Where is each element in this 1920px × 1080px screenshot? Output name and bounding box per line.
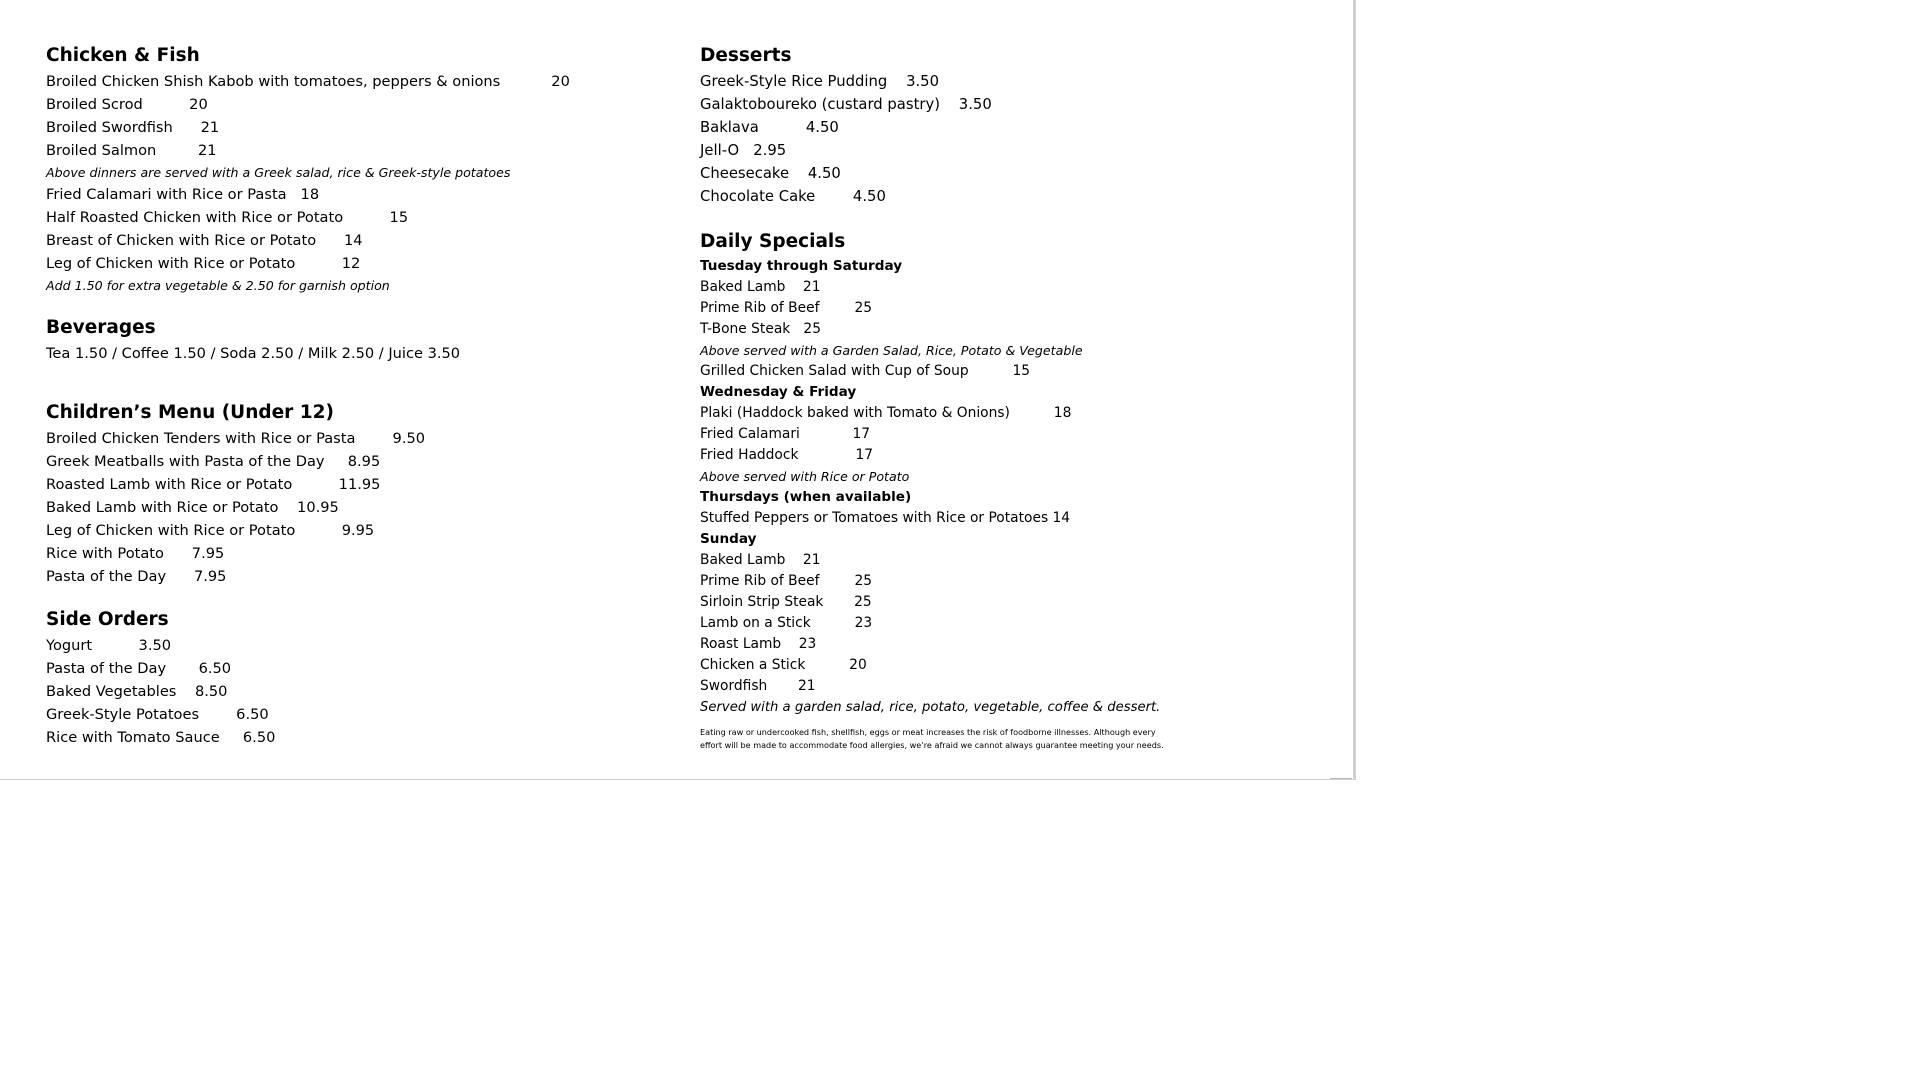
menu-note: Served with a garden salad, rice, potato, vegetable, coffee & dessert. xyxy=(700,700,1161,715)
menu-item: Pasta of the Day 6.50 xyxy=(46,660,232,677)
subheading-wednesday-friday: Wednesday & Friday xyxy=(700,384,857,400)
disclaimer-line: effort will be made to accommodate food allergies, we’re afraid we cannot always guarantee meeting your needs. xyxy=(700,740,1164,750)
menu-item: Greek-Style Potatoes 6.50 xyxy=(46,706,269,723)
section-heading-daily-specials: Daily Specials xyxy=(700,231,846,252)
disclaimer-line: Eating raw or undercooked fish, shellfish, eggs or meat increases the risk of foodborne illnesses. Although every xyxy=(700,727,1156,737)
menu-item: Cheesecake 4.50 xyxy=(700,165,841,182)
menu-item: Fried Calamari with Rice or Pasta 18 xyxy=(46,186,320,203)
menu-item: Broiled Salmon 21 xyxy=(46,142,217,159)
menu-item: Breast of Chicken with Rice or Potato 14 xyxy=(46,232,363,249)
subheading-tuesday-saturday: Tuesday through Saturday xyxy=(700,258,903,274)
menu-item: Chicken a Stick 20 xyxy=(700,657,867,673)
menu-item: T-Bone Steak 25 xyxy=(700,321,821,337)
menu-item: Roasted Lamb with Rice or Potato 11.95 xyxy=(46,476,381,493)
menu-item: Leg of Chicken with Rice or Potato 12 xyxy=(46,255,361,272)
right-column xyxy=(700,44,1340,752)
menu-item: Half Roasted Chicken with Rice or Potato 15 xyxy=(46,209,409,226)
menu-note: Above served with a Garden Salad, Rice, Potato & Vegetable xyxy=(700,343,1083,358)
section-heading-chicken-fish: Chicken & Fish xyxy=(46,45,200,66)
menu-note: Above served with Rice or Potato xyxy=(700,469,910,484)
menu-item: Broiled Scrod 20 xyxy=(46,96,208,113)
menu-item: Tea 1.50 / Coffee 1.50 / Soda 2.50 / Milk 2.50 / Juice 3.50 xyxy=(46,345,461,362)
subheading-thursdays: Thursdays (when available) xyxy=(700,489,912,505)
menu-item: Rice with Tomato Sauce 6.50 xyxy=(46,729,276,746)
left-column xyxy=(46,44,646,749)
menu-item: Grilled Chicken Salad with Cup of Soup 15 xyxy=(700,363,1031,379)
section-heading-side-orders: Side Orders xyxy=(46,609,169,630)
menu-item: Lamb on a Stick 23 xyxy=(700,615,873,631)
menu-item: Greek Meatballs with Pasta of the Day 8.95 xyxy=(46,453,381,470)
menu-item: Galaktoboureko (custard pastry) 3.50 xyxy=(700,96,992,113)
menu-item: Yogurt 3.50 xyxy=(46,637,172,654)
menu-item: Stuffed Peppers or Tomatoes with Rice or Potatoes 14 xyxy=(700,510,1071,526)
menu-item: Greek-Style Rice Pudding 3.50 xyxy=(700,73,940,90)
menu-item: Jell-O 2.95 xyxy=(700,142,787,159)
menu-item: Broiled Swordfish 21 xyxy=(46,119,220,136)
menu-item: Baked Vegetables 8.50 xyxy=(46,683,228,700)
section-heading-desserts: Desserts xyxy=(700,45,792,66)
menu-note: Above dinners are served with a Greek salad, rice & Greek-style potatoes xyxy=(46,165,511,180)
menu-item: Baked Lamb 21 xyxy=(700,279,821,295)
menu-item: Prime Rib of Beef 25 xyxy=(700,573,873,589)
menu-item: Fried Calamari 17 xyxy=(700,426,871,442)
section-heading-beverages: Beverages xyxy=(46,317,156,338)
menu-item: Plaki (Haddock baked with Tomato & Onions) 18 xyxy=(700,405,1072,421)
menu-item: Leg of Chicken with Rice or Potato 9.95 xyxy=(46,522,375,539)
menu-item: Sirloin Strip Steak 25 xyxy=(700,594,872,610)
menu-item: Baked Lamb with Rice or Potato 10.95 xyxy=(46,499,339,516)
menu-item: Broiled Chicken Shish Kabob with tomatoes, peppers & onions 20 xyxy=(46,73,570,90)
menu-item: Swordfish 21 xyxy=(700,678,816,694)
menu-item: Fried Haddock 17 xyxy=(700,447,873,463)
menu-item: Rice with Potato 7.95 xyxy=(46,545,225,562)
menu-note: Add 1.50 for extra vegetable & 2.50 for garnish option xyxy=(46,278,390,293)
menu-item: Chocolate Cake 4.50 xyxy=(700,188,886,205)
menu-item: Baked Lamb 21 xyxy=(700,552,821,568)
menu-item: Pasta of the Day 7.95 xyxy=(46,568,227,585)
menu-item: Baklava 4.50 xyxy=(700,119,839,136)
section-heading-childrens-menu: Children’s Menu (Under 12) xyxy=(46,402,334,423)
menu-item: Prime Rib of Beef 25 xyxy=(700,300,873,316)
subheading-sunday: Sunday xyxy=(700,531,757,547)
menu-item: Broiled Chicken Tenders with Rice or Pasta 9.50 xyxy=(46,430,426,447)
page-corner-mark xyxy=(1330,778,1352,779)
menu-item: Roast Lamb 23 xyxy=(700,636,817,652)
